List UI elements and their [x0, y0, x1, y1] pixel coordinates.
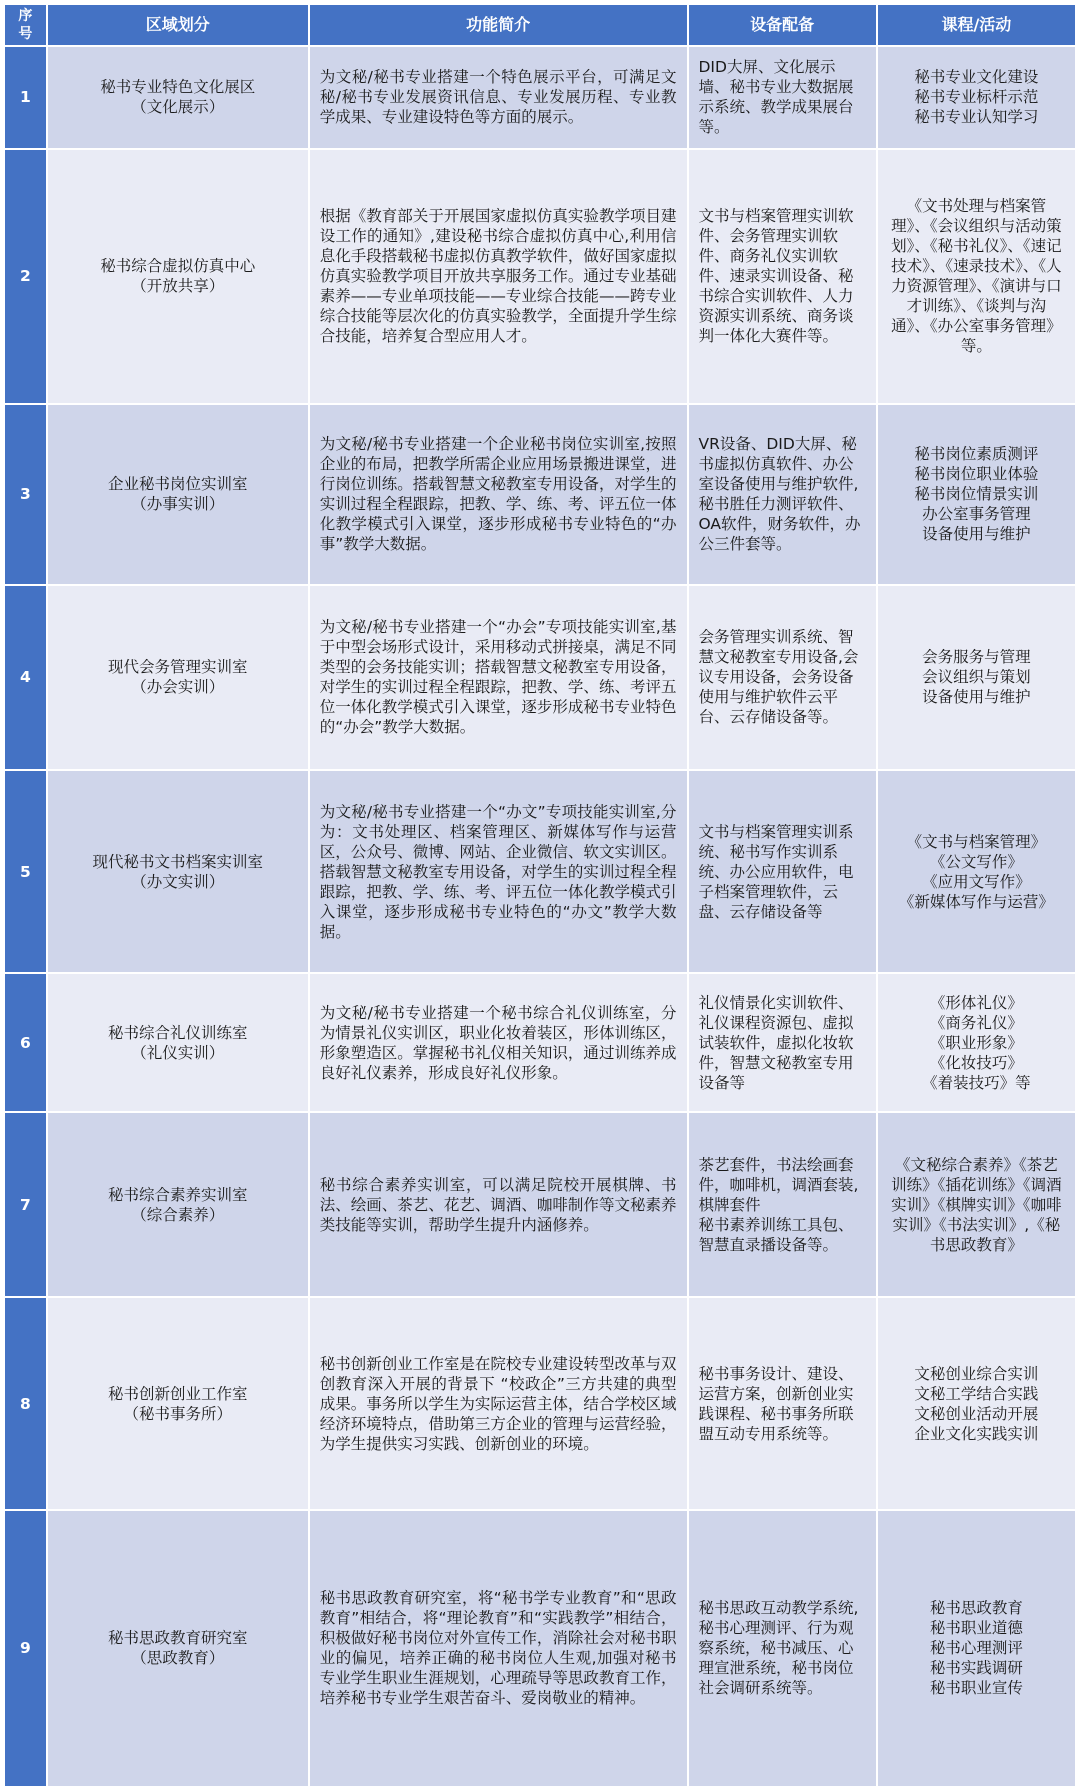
course-item: 秘书实践调研 [929, 1659, 1023, 1678]
course-item: 会议组织与策划 [922, 668, 1031, 687]
zone-name: 现代秘书文书档案实训室 [92, 852, 263, 871]
course-item: 秘书专业文化建设 [914, 68, 1039, 87]
zone-cell [48, 47, 308, 148]
header-seq: 序 号 [5, 5, 46, 45]
row-number: 2 [5, 150, 46, 403]
zone-cell [48, 586, 308, 769]
zone-tag: （办事实训） [131, 495, 225, 514]
zone-cell [48, 1113, 308, 1296]
header-function: 功能简介 [310, 5, 687, 45]
function-description: 为文秘/秘书专业搭建一个“办文”专项技能实训室,分为：文书处理区、档案管理区、新媒体写作与运营区，公众号、微博、网站、企业微信、软文实训区。搭载智慧文秘教室专用设备，对学生的实训过程全程跟踪，把教、学、练、考、评五位一体化教学模式引入课堂，逐步形成秘书专业特色的“办文”教学大数据。 [310, 771, 687, 972]
equipment-list: 秘书事务设计、建设、运营方案，创新创业实践课程、秘书事务所联盟互动专用系统等。 [689, 1298, 876, 1508]
course-item: 《文书与档案管理》 [906, 832, 1047, 851]
equipment-list: 秘书思政互动教学系统,秘书心理测评、行为观察系统，秘书减压、心理宣泄系统，秘书岗位社会调研系统等。 [689, 1511, 876, 1786]
course-list [878, 771, 1075, 972]
course-list [878, 47, 1075, 148]
zone-tag: （思政教育） [131, 1649, 225, 1668]
course-list [878, 1113, 1075, 1296]
function-description: 为文秘/秘书专业搭建一个秘书综合礼仪训练室，分为情景礼仪实训区，职业化妆着装区，形体训练区，形象塑造区。掌握秘书礼仪相关知识，通过训练养成良好礼仪素养，形成良好礼仪形象。 [310, 974, 687, 1110]
course-item: 《文秘综合素养》《茶艺训练》《插花训练》《调酒实训》《棋牌实训》《咖啡实训》《书法实训》,《秘书思政教育》 [891, 1155, 1062, 1254]
header-row [5, 5, 1075, 45]
course-item: 秘书心理测评 [929, 1639, 1023, 1658]
equipment-list: 会务管理实训系统、智慧文秘教室专用设备,会议专用设备，会务设备使用与维护软件云平台、云存储设备等。 [689, 586, 876, 769]
zone-name: 秘书综合礼仪训练室 [107, 1023, 248, 1042]
course-item: 秘书职业道德 [929, 1619, 1023, 1638]
course-list [878, 405, 1075, 584]
zone-name: 秘书创新创业工作室 [107, 1384, 248, 1403]
zone-cell [48, 1298, 308, 1508]
course-item: 会务服务与管理 [922, 648, 1031, 667]
zone-tag: （办文实训） [131, 872, 225, 891]
course-item: 秘书思政教育 [929, 1599, 1023, 1618]
course-item: 设备使用与维护 [922, 688, 1031, 707]
course-item: 《着装技巧》等 [922, 1073, 1031, 1092]
table-row [5, 1511, 1075, 1786]
course-item: 《应用文写作》 [922, 872, 1031, 891]
table-row [5, 771, 1075, 972]
course-item: 秘书岗位情景实训 [914, 485, 1039, 504]
zone-tag: （秘书事务所） [123, 1404, 232, 1423]
function-description: 秘书综合素养实训室，可以满足院校开展棋牌、书法、绘画、茶艺、花艺、调酒、咖啡制作等文秘素养类技能等实训，帮助学生提升内涵修养。 [310, 1113, 687, 1296]
course-item: 《形体礼仪》 [929, 993, 1023, 1012]
zone-name: 现代会务管理实训室 [107, 658, 248, 677]
function-description: 秘书思政教育研究室，将“秘书学专业教育”和“思政教育”相结合，将“理论教育”和“实践教学”相结合，积极做好秘书岗位对外宣传工作，消除社会对秘书职业的偏见，培养正确的秘书岗位人生观,加强对秘书专业学生职业生涯规划，心理疏导等思政教育工作，培养秘书专业学生艰苦奋斗、爱岗敬业的精神。 [310, 1511, 687, 1786]
row-number: 5 [5, 771, 46, 972]
header-zone: 区域划分 [48, 5, 308, 45]
course-item: 秘书专业认知学习 [914, 108, 1039, 127]
course-item: 《职业形象》 [929, 1033, 1023, 1052]
course-item: 企业文化实践实训 [914, 1424, 1039, 1443]
table-row [5, 405, 1075, 584]
course-list [878, 1298, 1075, 1508]
course-item: 文秘创业活动开展 [914, 1404, 1039, 1423]
row-number: 1 [5, 47, 46, 148]
zone-cell [48, 974, 308, 1110]
equipment-list: DID大屏、文化展示墙、秘书专业大数据展示系统、教学成果展台等。 [689, 47, 876, 148]
course-item: 办公室事务管理 [922, 505, 1031, 524]
zone-cell [48, 405, 308, 584]
course-item: 设备使用与维护 [922, 525, 1031, 544]
zone-name: 企业秘书岗位实训室 [107, 475, 248, 494]
course-item: 秘书职业宣传 [929, 1679, 1023, 1698]
zone-tag: （办会实训） [131, 678, 225, 697]
equipment-list: VR设备、DID大屏、秘书虚拟仿真软件、办公室设备使用与维护软件,秘书胜任力测评软件、OA软件，财务软件，办公三件套等。 [689, 405, 876, 584]
course-item: 《新媒体写作与运营》 [898, 892, 1054, 911]
equipment-list: 茶艺套件，书法绘画套件，咖啡机，调酒套装,棋牌套件 秘书素养训练工具包、智慧直录播设备等。 [689, 1113, 876, 1296]
zone-name: 秘书思政教育研究室 [107, 1629, 248, 1648]
zone-name: 秘书综合素养实训室 [107, 1185, 248, 1204]
function-description: 秘书创新创业工作室是在院校专业建设转型改革与双创教育深入开展的背景下 “校政企”三方共建的典型成果。事务所以学生为实际运营主体，结合学校区域经济环境特点，借助第三方企业的管理与运营经验，为学生提供实习实践、创新创业的环境。 [310, 1298, 687, 1508]
zone-tag: （开放共享） [131, 277, 225, 296]
zone-cell [48, 150, 308, 403]
header-equipment: 设备配备 [689, 5, 876, 45]
table-row [5, 586, 1075, 769]
table-row [5, 974, 1075, 1110]
equipment-list: 礼仪情景化实训软件、礼仪课程资源包、虚拟试装软件，虚拟化妆软件，智慧文秘教室专用设备等 [689, 974, 876, 1110]
zone-name: 秘书专业特色文化展区 [100, 78, 256, 97]
course-item: 秘书岗位职业体验 [914, 465, 1039, 484]
zone-tag: （综合素养） [131, 1205, 225, 1224]
table-row [5, 1298, 1075, 1508]
row-number: 3 [5, 405, 46, 584]
table-row [5, 47, 1075, 148]
course-list [878, 974, 1075, 1110]
course-item: 秘书岗位素质测评 [914, 445, 1039, 464]
header-course: 课程/活动 [878, 5, 1075, 45]
zone-cell [48, 1511, 308, 1786]
equipment-list: 文书与档案管理实训系统、秘书写作实训系统、办公应用软件，电子档案管理软件，云盘、云存储设备等 [689, 771, 876, 972]
course-item: 《公文写作》 [929, 852, 1023, 871]
course-item: 文秘工学结合实践 [914, 1384, 1039, 1403]
row-number: 8 [5, 1298, 46, 1508]
equipment-list: 文书与档案管理实训软件、会务管理实训软件、商务礼仪实训软件、速录实训设备、秘书综合实训软件、人力资源实训系统、商务谈判一体化大赛件等。 [689, 150, 876, 403]
zone-name: 秘书综合虚拟仿真中心 [100, 257, 256, 276]
function-description: 为文秘/秘书专业搭建一个特色展示平台，可满足文秘/秘书专业发展资讯信息、专业发展历程、专业教学成果、专业建设特色等方面的展示。 [310, 47, 687, 148]
row-number: 6 [5, 974, 46, 1110]
row-number: 7 [5, 1113, 46, 1296]
course-list [878, 150, 1075, 403]
table-row [5, 150, 1075, 403]
zone-tag: （文化展示） [131, 98, 225, 117]
course-item: 《文书处理与档案管理》、《会议组织与活动策划》、《秘书礼仪》、《速记技术》、《速录技术》、《人力资源管理》、《演讲与口才训练》、《谈判与沟通》、《办公室事务管理》等。 [891, 197, 1062, 356]
course-list [878, 586, 1075, 769]
function-description: 为文秘/秘书专业搭建一个“办会”专项技能实训室,基于中型会场形式设计，采用移动式拼接桌，满足不同类型的会务技能实训；搭载智慧文秘教室专用设备，对学生的实训过程全程跟踪，把教、学、练、考评五位一体化教学模式引入课堂，逐步形成秘书专业特色的“办会”教学大数据。 [310, 586, 687, 769]
table-row [5, 1113, 1075, 1296]
row-number: 9 [5, 1511, 46, 1786]
course-item: 《化妆技巧》 [929, 1053, 1023, 1072]
function-description: 为文秘/秘书专业搭建一个企业秘书岗位实训室,按照企业的布局，把教学所需企业应用场景搬进课堂，进行岗位训练。搭载智慧文秘教室专用设备，对学生的实训过程全程跟踪，把教、学、练、考、评五位一体化教学模式引入课堂，逐步形成秘书专业特色的“办事”教学大数据。 [310, 405, 687, 584]
zone-tag: （礼仪实训） [131, 1043, 225, 1062]
course-item: 《商务礼仪》 [929, 1013, 1023, 1032]
zone-cell [48, 771, 308, 972]
course-item: 秘书专业标杆示范 [914, 88, 1039, 107]
row-number: 4 [5, 586, 46, 769]
course-item: 文秘创业综合实训 [914, 1364, 1039, 1383]
facility-table [3, 3, 1077, 1788]
function-description: 根据《教育部关于开展国家虚拟仿真实验教学项目建设工作的通知》,建设秘书综合虚拟仿真中心,利用信息化手段搭载秘书虚拟仿真教学软件，做好国家虚拟仿真实验教学项目开放共享服务工作。通过专业基础素养——专业单项技能——专业综合技能——跨专业综合技能等层次化的仿真实验教学，全面提升学生综合技能，培养复合型应用人才。 [310, 150, 687, 403]
course-list [878, 1511, 1075, 1786]
